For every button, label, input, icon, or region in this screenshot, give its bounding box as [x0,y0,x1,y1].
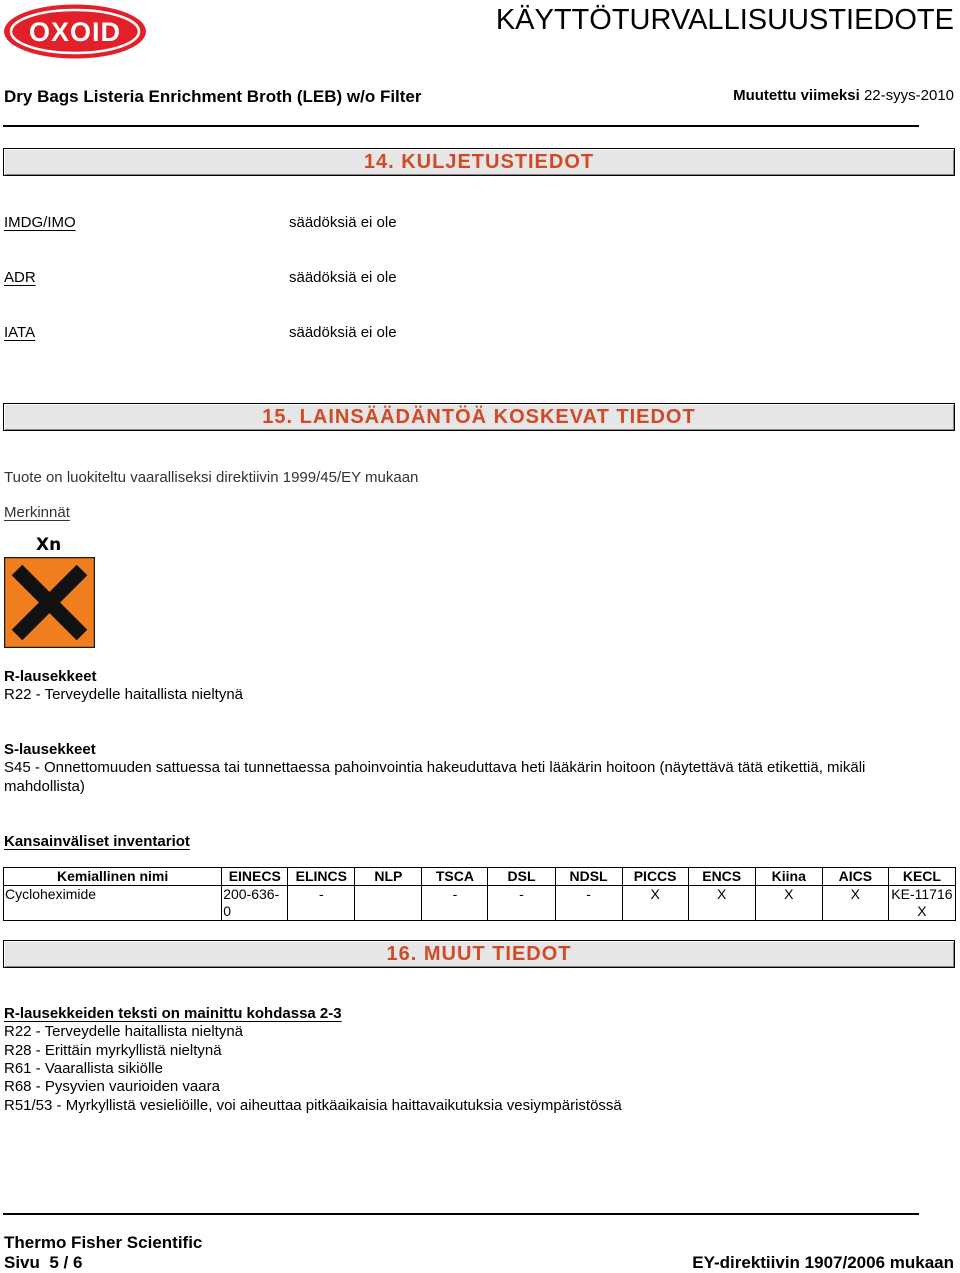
column-header: AICS [822,868,888,886]
table-cell: KE-11716 X [888,886,955,921]
section-15-title: 15. LAINSÄÄDÄNTÖÄ KOSKEVAT TIEDOT [3,403,955,431]
section-16-title: 16. MUUT TIEDOT [3,940,955,968]
transport-label-adr: ADR [4,269,36,286]
revised-label: Muutettu viimeksi [733,87,860,104]
s-phrases-heading: S-lausekkeet [4,741,96,758]
column-header: EINECS [222,868,288,886]
column-header: NLP [355,868,422,886]
table-cell: X [755,886,822,921]
harmful-x-icon [4,557,95,648]
revised-date: 22-syys-2010 [863,87,954,104]
classification-text: Tuote on luokiteltu vaaralliseksi direktiivin 1999/45/EY mukaan [4,469,419,486]
table-cell: X [822,886,888,921]
transport-value-iata: säädöksiä ei ole [289,324,397,341]
page-number [4,1253,82,1273]
logo-text: OXOID [28,17,122,47]
table-cell [355,886,422,921]
column-header: Kiina [755,868,822,886]
page-value: 5 / 6 [49,1253,83,1272]
footer-directive: EY-direktiivin 1907/2006 mukaan [692,1253,954,1272]
hazard-code: Xn [36,535,62,555]
table-cell: 200-636-0 [222,886,288,921]
column-header: NDSL [555,868,622,886]
section-14-title: 14. KULJETUSTIEDOT [3,148,955,176]
r-phrase-r22: R22 - Terveydelle haitallista nieltynä [4,686,244,703]
column-header: KECL [888,868,955,886]
table-row [4,886,956,921]
r-phrase-line: R28 - Erittäin myrkyllistä nieltynä [4,1042,222,1059]
column-header: DSL [488,868,555,886]
r-phrase-line: R22 - Terveydelle haitallista nieltynä [4,1023,244,1040]
s-phrase-s45-cont: mahdollista) [4,778,85,795]
transport-label-iata: IATA [4,324,36,341]
table-cell: X [622,886,688,921]
transport-label-imdg: IMDG/IMO [4,214,76,231]
column-header: Kemiallinen nimi [4,868,222,886]
header-divider [3,125,919,127]
s-phrase-s45: S45 - Onnettomuuden sattuessa tai tunnettaessa pahoinvointia hakeuduttava heti lääkärin hoitoon (näytettävä tätä etikettiä, mikäli [4,759,866,776]
footer-company: Thermo Fisher Scientific [4,1233,203,1252]
transport-value-imdg: säädöksiä ei ole [289,214,397,231]
table-header-row [4,868,956,886]
table-cell: - [488,886,555,921]
table-cell: X [688,886,755,921]
inventories-heading: Kansainväliset inventariot [4,833,190,850]
markings-label: Merkinnät [4,504,70,521]
table-cell: - [288,886,355,921]
document-title: KÄYTTÖTURVALLISUUSTIEDOTE [495,4,954,36]
r-phrase-line: R68 - Pysyvien vaurioiden vaara [4,1078,220,1095]
r-phrase-line: R51/53 - Myrkyllistä vesieliöille, voi aiheuttaa pitkäaikaisia haittavaikutuksia vesiympäristössä [4,1097,622,1114]
table-cell: - [422,886,488,921]
table-cell: Cycloheximide [4,886,222,921]
revision-info [733,86,954,106]
page-label: Sivu [4,1253,40,1272]
table-cell: - [555,886,622,921]
footer-divider [3,1213,919,1215]
r-text-heading: R-lausekkeiden teksti on mainittu kohdassa 2-3 [4,1005,342,1022]
transport-value-adr: säädöksiä ei ole [289,269,397,286]
column-header: ENCS [688,868,755,886]
oxoid-logo [3,4,147,59]
product-name: Dry Bags Listeria Enrichment Broth (LEB) w/o Filter [4,87,422,106]
column-header: TSCA [422,868,488,886]
column-header: ELINCS [288,868,355,886]
r-phrases-heading: R-lausekkeet [4,668,97,685]
r-phrase-line: R61 - Vaarallista sikiölle [4,1060,163,1077]
inventory-table [3,867,956,921]
column-header: PICCS [622,868,688,886]
